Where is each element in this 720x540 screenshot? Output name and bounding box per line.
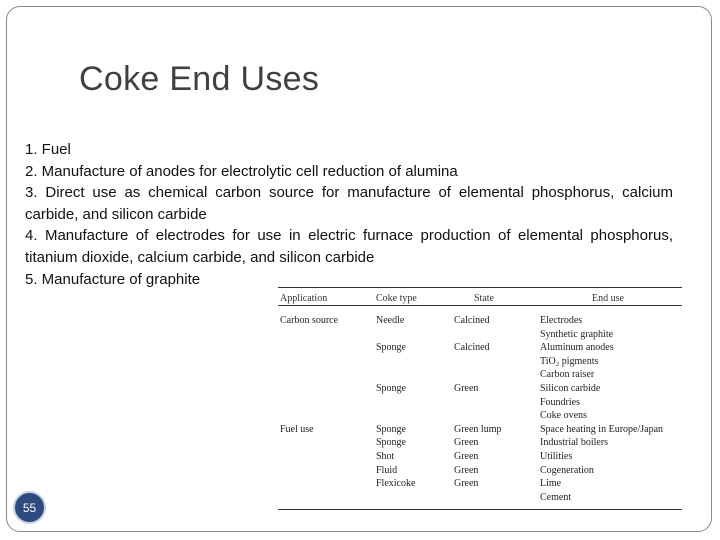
cell-coke-type: Shot	[376, 451, 395, 462]
table-row	[278, 369, 682, 383]
cell-application: Fuel use	[280, 423, 314, 435]
table-row	[278, 329, 682, 343]
table-row	[278, 451, 682, 465]
table-row	[278, 342, 682, 356]
table-row	[278, 478, 682, 492]
list-item: 2. Manufacture of anodes for electrolytic cell reduction of alumina	[25, 162, 458, 180]
cell-state: Green	[454, 437, 479, 449]
cell-state: Green	[454, 451, 479, 462]
list-item: 1. Fuel	[25, 141, 71, 158]
cell-end-use: Coke ovens	[540, 410, 587, 422]
cell-end-use: Cement	[540, 491, 572, 503]
cell-end-use: Lime	[540, 478, 562, 490]
table-row	[278, 465, 682, 479]
table-row	[278, 383, 682, 397]
table-row	[278, 492, 682, 506]
cell-end-use: Electrodes	[540, 315, 583, 326]
cell-end-use: Foundries	[540, 396, 580, 408]
cell-coke-type: Sponge	[376, 437, 406, 449]
cell-state: Green	[454, 383, 479, 394]
slide-title: Coke End Uses	[79, 60, 320, 98]
table-top-rule	[278, 287, 682, 288]
cell-coke-type: Sponge	[376, 423, 406, 435]
cell-state: Green	[454, 464, 479, 476]
table-row	[278, 356, 682, 370]
cell-state: Green lump	[454, 423, 502, 435]
cell-coke-type: Needle	[376, 315, 405, 326]
list-item: 5. Manufacture of graphite	[25, 270, 201, 288]
list-item: 4. Manufacture of electrodes for use in electric furnace production of elemental phosphorus, titanium dioxide, calcium carbide, and silicon carbide	[25, 227, 673, 266]
cell-end-use: Carbon raiser	[540, 369, 595, 381]
cell-coke-type: Sponge	[376, 383, 406, 394]
cell-end-use: Silicon carbide	[540, 383, 601, 394]
table-row	[278, 424, 682, 438]
cell-end-use: TiO₂ pigments	[540, 355, 599, 367]
cell-end-use: Space heating in Europe/Japan	[540, 423, 664, 435]
cell-end-use: Aluminum anodes	[540, 342, 614, 354]
column-header-coke-type: Coke type	[376, 293, 417, 304]
column-header-state: State	[474, 293, 494, 304]
body-list	[25, 139, 673, 290]
column-header-application: Application	[280, 293, 328, 304]
table-row	[278, 410, 682, 424]
table-header-rule	[278, 305, 682, 306]
coke-end-use-table	[278, 284, 682, 512]
table-row	[278, 397, 682, 411]
list-item: 3. Direct use as chemical carbon source for manufacture of elemental phosphorus, calcium carbide, and silicon carbide	[25, 184, 673, 223]
table-row	[278, 437, 682, 451]
cell-end-use: Cogeneration	[540, 464, 594, 476]
cell-coke-type: Fluid	[376, 464, 398, 476]
cell-end-use: Utilities	[540, 451, 573, 462]
cell-state: Green	[454, 478, 479, 490]
cell-end-use: Synthetic graphite	[540, 328, 614, 340]
cell-state: Calcined	[454, 342, 490, 354]
column-header-end-use: End use	[592, 293, 624, 304]
table-bottom-rule	[278, 509, 682, 510]
cell-coke-type: Flexicoke	[376, 478, 416, 490]
cell-end-use: Industrial boilers	[540, 437, 609, 449]
table-row	[278, 315, 682, 329]
cell-state: Calcined	[454, 315, 490, 326]
cell-application: Carbon source	[280, 315, 339, 326]
page-number-badge: 55	[13, 491, 46, 524]
cell-coke-type: Sponge	[376, 342, 406, 354]
